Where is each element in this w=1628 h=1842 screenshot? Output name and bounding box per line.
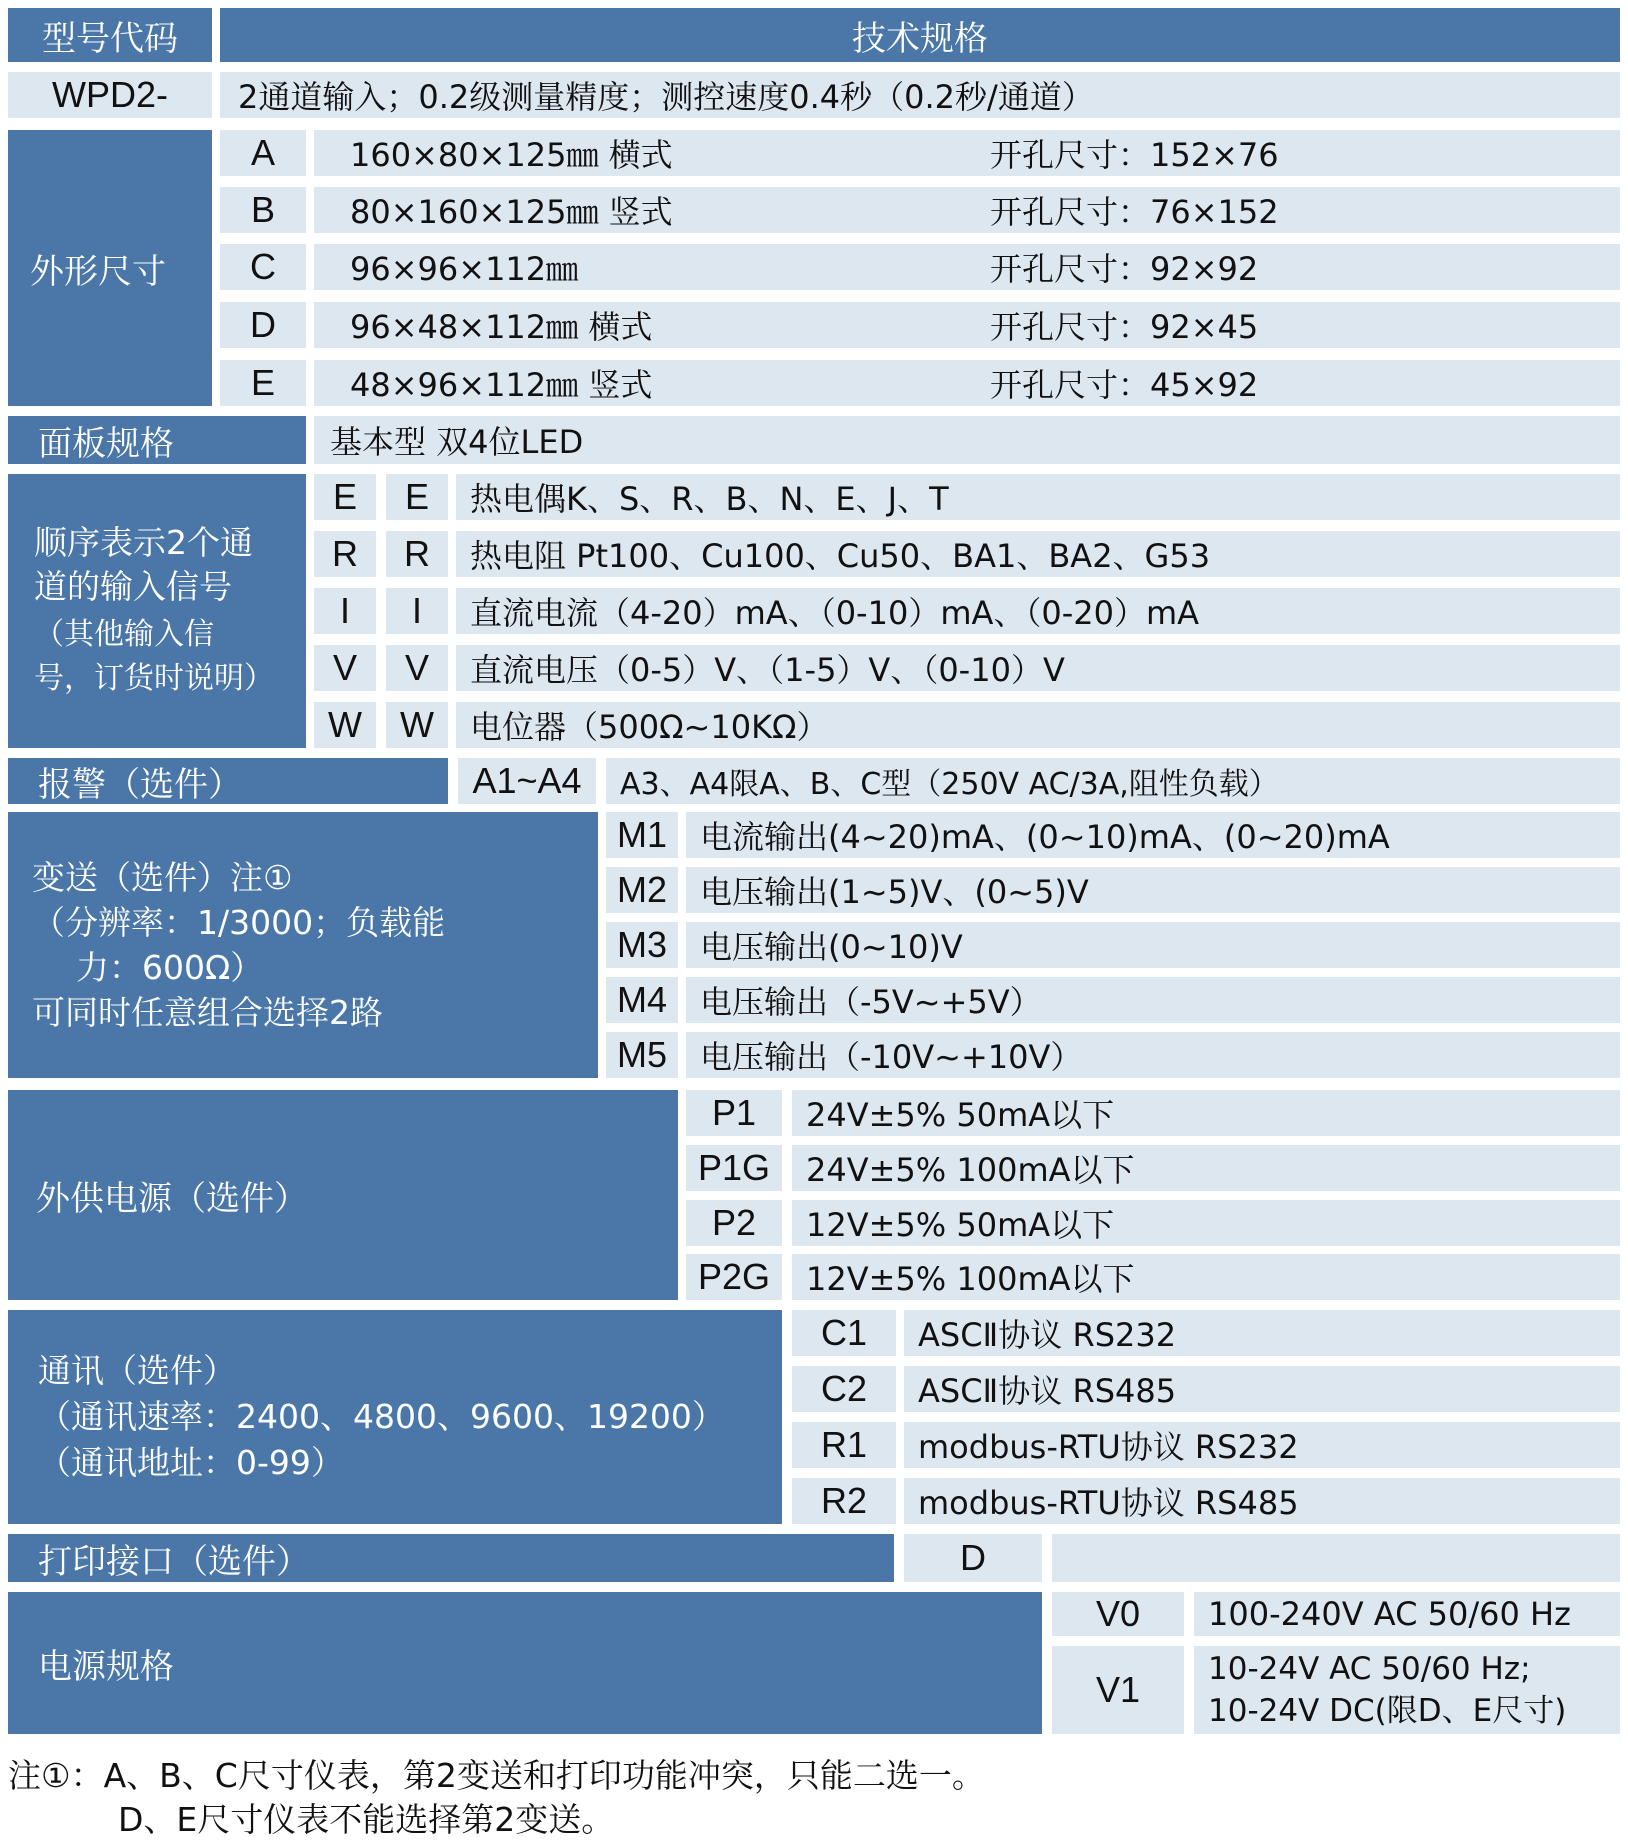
dimension-cutout: 开孔尺寸：45×92 [990,366,1259,404]
comm-code: C2 [792,1366,896,1412]
input-description: 热电偶K、S、R、B、N、E、J、T [456,474,1620,520]
power-supply-description: 12V±5% 50mA以下 [792,1200,1620,1246]
dimensions-label: 外形尺寸 [8,130,212,406]
transmit-code: M5 [606,1032,678,1078]
dimension-cutout: 开孔尺寸：92×45 [990,308,1259,346]
dimension-cutout: 开孔尺寸：76×152 [990,193,1279,231]
input-code-ch1: V [314,645,376,691]
model-description: 2通道输入；0.2级测量精度；测控速度0.4秒（0.2秒/通道） [220,72,1620,118]
input-description: 直流电压（0-5）V、（1-5）V、（0-10）V [456,645,1620,691]
comm-code: C1 [792,1310,896,1356]
footnote-line: D、E尺寸仪表不能选择第2变送。 [118,1800,615,1839]
input-code-ch1: I [314,588,376,634]
comm-code: R2 [792,1478,896,1524]
power-description-line: 10-24V DC(限D、E尺寸) [1208,1693,1567,1729]
header-tech-spec: 技术规格 [220,8,1620,62]
power-description-line: 10-24V AC 50/60 Hz; [1208,1651,1531,1687]
power-supply-code: P2G [686,1254,782,1300]
model-code: WPD2- [8,72,212,118]
comm-label [8,1310,782,1524]
input-label-note: （其他输入信 [34,617,214,652]
comm-code: R1 [792,1422,896,1468]
header-model-code: 型号代码 [8,8,212,62]
comm-description: ASCⅡ协议 RS485 [904,1366,1620,1412]
input-code-ch2: R [386,531,448,577]
transmit-description: 电压输出（-10V~+10V） [686,1032,1620,1078]
transmit-label-line: 可同时任意组合选择2路 [32,993,383,1032]
panel-label: 面板规格 [8,416,306,464]
input-code-ch2: W [386,702,448,748]
print-description-empty [1052,1534,1620,1582]
comm-label-line: （通讯地址：0-99） [38,1443,344,1482]
transmit-description: 电流输出(4~20)mA、(0~10)mA、(0~20)mA [686,812,1620,858]
power-supply-description: 12V±5% 100mA以下 [792,1254,1620,1300]
dimension-row [314,302,1620,348]
dimension-code: C [220,244,306,290]
power-supply-code: P1 [686,1090,782,1136]
transmit-code: M1 [606,812,678,858]
input-code-ch1: R [314,531,376,577]
transmit-label-line: 变送（选件）注① [32,858,293,897]
comm-label-line: 通讯（选件） [38,1351,236,1390]
transmit-code: M2 [606,867,678,913]
dimension-row [314,187,1620,233]
dimension-code: E [220,360,306,406]
input-label [8,474,306,748]
power-description: 100-240V AC 50/60 Hz [1194,1592,1620,1636]
print-code: D [904,1534,1042,1582]
transmit-code: M4 [606,977,678,1023]
input-description: 电位器（500Ω~10KΩ） [456,702,1620,748]
alarm-code: A1~A4 [458,758,596,804]
input-code-ch2: E [386,474,448,520]
power-supply-label: 外供电源（选件） [8,1090,678,1300]
dimension-size: 48×96×112㎜ 竖式 [350,366,653,404]
dimension-size: 96×96×112㎜ [350,250,579,288]
comm-description: ASCⅡ协议 RS232 [904,1310,1620,1356]
input-code-ch1: E [314,474,376,520]
dimension-size: 160×80×125㎜ 横式 [350,136,673,174]
dimension-code: B [220,187,306,233]
transmit-label [8,812,598,1078]
input-code-ch2: I [386,588,448,634]
transmit-label-line: （分辨率：1/3000；负载能 [32,903,446,942]
comm-label-line: （通讯速率：2400、4800、9600、19200） [38,1397,725,1436]
power-supply-code: P1G [686,1145,782,1191]
power-description [1194,1646,1620,1734]
input-description: 直流电流（4-20）mA、（0-10）mA、（0-20）mA [456,588,1620,634]
power-label: 电源规格 [8,1592,1042,1734]
transmit-label-line: 力：600Ω） [76,948,264,987]
comm-description: modbus-RTU协议 RS232 [904,1422,1620,1468]
dimension-cutout: 开孔尺寸：92×92 [990,250,1259,288]
alarm-description: A3、A4限A、B、C型（250V AC/3A,阻性负载） [606,758,1620,804]
input-code-ch1: W [314,702,376,748]
dimension-code: D [220,302,306,348]
dimension-size: 80×160×125㎜ 竖式 [350,193,673,231]
power-supply-description: 24V±5% 50mA以下 [792,1090,1620,1136]
input-label-note: 号，订货时说明） [34,661,274,696]
input-description: 热电阻 Pt100、Cu100、Cu50、BA1、BA2、G53 [456,531,1620,577]
transmit-description: 电压输出（-5V~+5V） [686,977,1620,1023]
transmit-description: 电压输出(1~5)V、(0~5)V [686,867,1620,913]
comm-description: modbus-RTU协议 RS485 [904,1478,1620,1524]
transmit-description: 电压输出(0~10)V [686,922,1620,968]
dimension-row [314,360,1620,406]
dimension-cutout: 开孔尺寸：152×76 [990,136,1279,174]
input-label-line: 道的输入信号 [34,567,232,606]
input-code-ch2: V [386,645,448,691]
power-code: V1 [1052,1646,1184,1734]
power-supply-code: P2 [686,1200,782,1246]
transmit-code: M3 [606,922,678,968]
power-code: V0 [1052,1592,1184,1636]
alarm-label: 报警（选件） [8,758,448,804]
print-label: 打印接口（选件） [8,1534,894,1582]
panel-value: 基本型 双4位LED [314,416,1620,464]
dimension-row [314,244,1620,290]
dimension-row [314,130,1620,176]
footnote-line: 注①：A、B、C尺寸仪表，第2变送和打印功能冲突，只能二选一。 [8,1756,985,1795]
input-label-line: 顺序表示2个通 [34,523,253,562]
dimension-size: 96×48×112㎜ 横式 [350,308,653,346]
power-supply-description: 24V±5% 100mA以下 [792,1145,1620,1191]
dimension-code: A [220,130,306,176]
